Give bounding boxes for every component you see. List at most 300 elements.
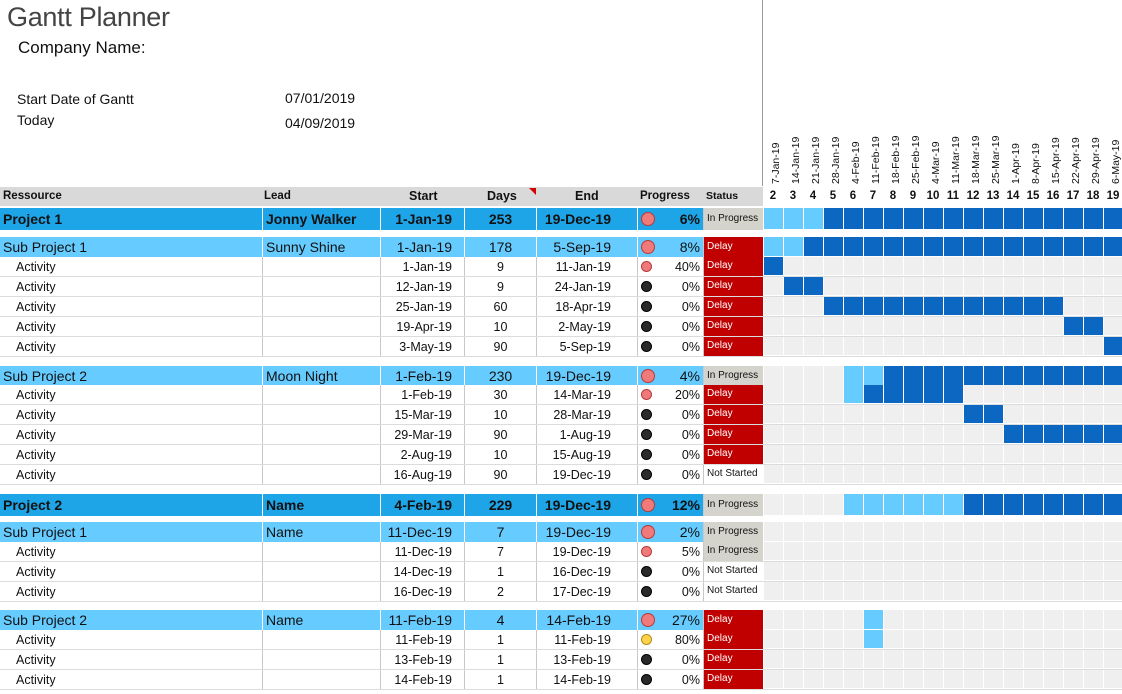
cell-end[interactable]: 13-Feb-19 bbox=[536, 650, 637, 669]
cell-name[interactable]: Sub Project 1 bbox=[3, 239, 88, 255]
gantt-cell[interactable] bbox=[803, 522, 823, 542]
col-header-status[interactable]: Status bbox=[706, 190, 739, 202]
gantt-cell[interactable] bbox=[923, 650, 943, 669]
activity-row[interactable] bbox=[0, 582, 1122, 602]
gantt-cell[interactable] bbox=[783, 582, 803, 601]
gantt-cell[interactable] bbox=[903, 317, 923, 336]
gantt-cell[interactable] bbox=[843, 562, 863, 581]
gantt-cell[interactable] bbox=[1103, 582, 1122, 601]
cell-lead[interactable] bbox=[262, 297, 380, 316]
cell-end[interactable]: 15-Aug-19 bbox=[536, 445, 637, 464]
gantt-cell[interactable] bbox=[823, 257, 843, 276]
gantt-cell[interactable] bbox=[1003, 317, 1023, 336]
gantt-cell[interactable] bbox=[903, 297, 923, 316]
gantt-cell[interactable] bbox=[1023, 366, 1043, 386]
gantt-cell[interactable] bbox=[763, 670, 783, 689]
gantt-cell[interactable] bbox=[763, 522, 783, 542]
cell-progress[interactable] bbox=[637, 237, 703, 257]
gantt-cell[interactable] bbox=[983, 562, 1003, 581]
cell-start[interactable]: 25-Jan-19 bbox=[380, 297, 464, 316]
cell-start[interactable]: 14-Dec-19 bbox=[380, 562, 464, 581]
gantt-cell[interactable] bbox=[883, 277, 903, 296]
gantt-cell[interactable] bbox=[1083, 494, 1103, 516]
gantt-cell[interactable] bbox=[823, 237, 843, 257]
gantt-cell[interactable] bbox=[923, 610, 943, 630]
gantt-cell[interactable] bbox=[1063, 317, 1083, 336]
cell-end[interactable]: 11-Jan-19 bbox=[536, 257, 637, 276]
gantt-cell[interactable] bbox=[983, 630, 1003, 649]
gantt-cell[interactable] bbox=[883, 445, 903, 464]
cell-progress[interactable] bbox=[637, 425, 703, 444]
gantt-cell[interactable] bbox=[983, 445, 1003, 464]
gantt-cell[interactable] bbox=[1023, 610, 1043, 630]
gantt-cell[interactable] bbox=[763, 366, 783, 386]
gantt-cell[interactable] bbox=[1063, 257, 1083, 276]
cell-end[interactable]: 14-Feb-19 bbox=[536, 670, 637, 689]
gantt-cell[interactable] bbox=[823, 610, 843, 630]
status-badge[interactable]: In Progress bbox=[703, 208, 763, 230]
gantt-cell[interactable] bbox=[803, 208, 823, 230]
gantt-cell[interactable] bbox=[843, 385, 863, 404]
gantt-cell[interactable] bbox=[983, 366, 1003, 386]
gantt-cell[interactable] bbox=[923, 337, 943, 356]
status-badge[interactable]: In Progress bbox=[703, 494, 763, 516]
gantt-cell[interactable] bbox=[963, 317, 983, 336]
gantt-cell[interactable] bbox=[1083, 385, 1103, 404]
gantt-cell[interactable] bbox=[863, 297, 883, 316]
gantt-cell[interactable] bbox=[923, 670, 943, 689]
cell-days[interactable]: 229 bbox=[464, 494, 536, 516]
gantt-cell[interactable] bbox=[783, 405, 803, 424]
gantt-cell[interactable] bbox=[1003, 385, 1023, 404]
gantt-cell[interactable] bbox=[1043, 562, 1063, 581]
gantt-cell[interactable] bbox=[883, 542, 903, 561]
gantt-cell[interactable] bbox=[863, 257, 883, 276]
cell-progress[interactable] bbox=[637, 385, 703, 404]
gantt-cell[interactable] bbox=[823, 366, 843, 386]
gantt-cell[interactable] bbox=[1063, 562, 1083, 581]
gantt-cell[interactable] bbox=[943, 337, 963, 356]
gantt-cell[interactable] bbox=[903, 425, 923, 444]
gantt-cell[interactable] bbox=[1043, 337, 1063, 356]
gantt-cell[interactable] bbox=[903, 465, 923, 484]
gantt-cell[interactable] bbox=[1023, 494, 1043, 516]
gantt-cell[interactable] bbox=[963, 630, 983, 649]
col-header-days[interactable]: Days bbox=[487, 189, 517, 203]
gantt-cell[interactable] bbox=[1003, 445, 1023, 464]
cell-lead[interactable]: Name bbox=[262, 494, 380, 516]
cell-start[interactable]: 1-Feb-19 bbox=[380, 385, 464, 404]
gantt-cell[interactable] bbox=[1083, 582, 1103, 601]
gantt-cell[interactable] bbox=[883, 297, 903, 316]
status-badge[interactable]: In Progress bbox=[703, 522, 763, 542]
gantt-cell[interactable] bbox=[983, 317, 1003, 336]
gantt-cell[interactable] bbox=[803, 317, 823, 336]
gantt-cell[interactable] bbox=[823, 208, 843, 230]
gantt-cell[interactable] bbox=[1003, 208, 1023, 230]
gantt-cell[interactable] bbox=[1083, 337, 1103, 356]
gantt-cell[interactable] bbox=[1003, 337, 1023, 356]
gantt-cell[interactable] bbox=[783, 670, 803, 689]
cell-days[interactable]: 60 bbox=[464, 297, 536, 316]
gantt-cell[interactable] bbox=[963, 257, 983, 276]
gantt-cell[interactable] bbox=[843, 670, 863, 689]
gantt-cell[interactable] bbox=[1003, 630, 1023, 649]
gantt-cell[interactable] bbox=[1023, 522, 1043, 542]
gantt-cell[interactable] bbox=[883, 425, 903, 444]
gantt-cell[interactable] bbox=[1023, 385, 1043, 404]
gantt-cell[interactable] bbox=[843, 366, 863, 386]
gantt-cell[interactable] bbox=[1023, 337, 1043, 356]
gantt-cell[interactable] bbox=[943, 277, 963, 296]
gantt-cell[interactable] bbox=[843, 405, 863, 424]
gantt-cell[interactable] bbox=[843, 277, 863, 296]
gantt-cell[interactable] bbox=[963, 650, 983, 669]
cell-days[interactable]: 30 bbox=[464, 385, 536, 404]
gantt-cell[interactable] bbox=[1083, 277, 1103, 296]
gantt-cell[interactable] bbox=[983, 208, 1003, 230]
cell-progress[interactable] bbox=[637, 277, 703, 296]
gantt-cell[interactable] bbox=[943, 542, 963, 561]
gantt-cell[interactable] bbox=[1043, 650, 1063, 669]
gantt-cell[interactable] bbox=[883, 670, 903, 689]
gantt-cell[interactable] bbox=[963, 425, 983, 444]
gantt-cell[interactable] bbox=[923, 494, 943, 516]
gantt-cell[interactable] bbox=[883, 630, 903, 649]
cell-days[interactable]: 10 bbox=[464, 317, 536, 336]
gantt-cell[interactable] bbox=[823, 445, 843, 464]
col-header-start[interactable]: Start bbox=[409, 189, 438, 203]
gantt-cell[interactable] bbox=[923, 208, 943, 230]
status-badge[interactable]: In Progress bbox=[703, 366, 763, 386]
gantt-cell[interactable] bbox=[903, 385, 923, 404]
gantt-cell[interactable] bbox=[903, 237, 923, 257]
gantt-cell[interactable] bbox=[783, 317, 803, 336]
gantt-cell[interactable] bbox=[1023, 562, 1043, 581]
cell-name[interactable]: Activity bbox=[16, 447, 56, 462]
gantt-cell[interactable] bbox=[943, 385, 963, 404]
gantt-cell[interactable] bbox=[843, 208, 863, 230]
gantt-cell[interactable] bbox=[963, 208, 983, 230]
cell-progress[interactable] bbox=[637, 297, 703, 316]
sub-project-row[interactable] bbox=[0, 610, 1122, 630]
cell-start[interactable]: 1-Feb-19 bbox=[380, 366, 464, 386]
gantt-cell[interactable] bbox=[1043, 425, 1063, 444]
cell-end[interactable]: 1-Aug-19 bbox=[536, 425, 637, 444]
cell-start[interactable]: 11-Feb-19 bbox=[380, 610, 464, 630]
gantt-cell[interactable] bbox=[883, 522, 903, 542]
gantt-cell[interactable] bbox=[1063, 630, 1083, 649]
gantt-cell[interactable] bbox=[803, 277, 823, 296]
status-badge[interactable]: Not Started bbox=[703, 582, 763, 601]
gantt-cell[interactable] bbox=[983, 650, 1003, 669]
gantt-cell[interactable] bbox=[1023, 670, 1043, 689]
gantt-cell[interactable] bbox=[843, 465, 863, 484]
cell-lead[interactable] bbox=[262, 425, 380, 444]
cell-lead[interactable] bbox=[262, 257, 380, 276]
status-badge[interactable]: Delay bbox=[703, 337, 763, 356]
gantt-cell[interactable] bbox=[1103, 650, 1122, 669]
gantt-cell[interactable] bbox=[1023, 650, 1043, 669]
gantt-cell[interactable] bbox=[1043, 208, 1063, 230]
activity-row[interactable] bbox=[0, 317, 1122, 337]
gantt-cell[interactable] bbox=[983, 494, 1003, 516]
gantt-cell[interactable] bbox=[823, 522, 843, 542]
gantt-cell[interactable] bbox=[803, 445, 823, 464]
cell-progress[interactable] bbox=[637, 542, 703, 561]
cell-end[interactable]: 19-Dec-19 bbox=[536, 366, 637, 386]
gantt-cell[interactable] bbox=[823, 494, 843, 516]
gantt-cell[interactable] bbox=[1043, 385, 1063, 404]
gantt-cell[interactable] bbox=[1063, 670, 1083, 689]
gantt-cell[interactable] bbox=[1083, 630, 1103, 649]
gantt-cell[interactable] bbox=[783, 208, 803, 230]
gantt-cell[interactable] bbox=[1083, 610, 1103, 630]
gantt-cell[interactable] bbox=[763, 297, 783, 316]
activity-row[interactable] bbox=[0, 385, 1122, 405]
gantt-cell[interactable] bbox=[883, 237, 903, 257]
gantt-cell[interactable] bbox=[1103, 522, 1122, 542]
status-badge[interactable]: Delay bbox=[703, 670, 763, 689]
gantt-cell[interactable] bbox=[803, 670, 823, 689]
gantt-cell[interactable] bbox=[903, 582, 923, 601]
cell-lead[interactable] bbox=[262, 650, 380, 669]
cell-name[interactable]: Activity bbox=[16, 279, 56, 294]
gantt-cell[interactable] bbox=[903, 208, 923, 230]
gantt-cell[interactable] bbox=[1003, 670, 1023, 689]
cell-start[interactable]: 15-Mar-19 bbox=[380, 405, 464, 424]
cell-end[interactable]: 16-Dec-19 bbox=[536, 562, 637, 581]
gantt-cell[interactable] bbox=[1003, 297, 1023, 316]
cell-name[interactable]: Activity bbox=[16, 672, 56, 687]
cell-days[interactable]: 90 bbox=[464, 465, 536, 484]
gantt-cell[interactable] bbox=[943, 445, 963, 464]
gantt-cell[interactable] bbox=[763, 610, 783, 630]
gantt-cell[interactable] bbox=[983, 297, 1003, 316]
cell-start[interactable]: 3-May-19 bbox=[380, 337, 464, 356]
gantt-cell[interactable] bbox=[783, 445, 803, 464]
gantt-cell[interactable] bbox=[843, 610, 863, 630]
cell-days[interactable]: 1 bbox=[464, 650, 536, 669]
cell-start[interactable]: 11-Dec-19 bbox=[380, 542, 464, 561]
gantt-cell[interactable] bbox=[1103, 237, 1122, 257]
gantt-cell[interactable] bbox=[1023, 582, 1043, 601]
cell-end[interactable]: 18-Apr-19 bbox=[536, 297, 637, 316]
gantt-cell[interactable] bbox=[983, 582, 1003, 601]
gantt-cell[interactable] bbox=[803, 610, 823, 630]
cell-name[interactable]: Activity bbox=[16, 339, 56, 354]
gantt-cell[interactable] bbox=[863, 366, 883, 386]
cell-lead[interactable]: Name bbox=[262, 610, 380, 630]
gantt-cell[interactable] bbox=[943, 670, 963, 689]
cell-start[interactable]: 1-Jan-19 bbox=[380, 257, 464, 276]
gantt-cell[interactable] bbox=[783, 385, 803, 404]
gantt-cell[interactable] bbox=[1103, 494, 1122, 516]
gantt-cell[interactable] bbox=[1043, 237, 1063, 257]
gantt-cell[interactable] bbox=[983, 257, 1003, 276]
gantt-cell[interactable] bbox=[1043, 522, 1063, 542]
gantt-cell[interactable] bbox=[783, 257, 803, 276]
gantt-cell[interactable] bbox=[1103, 562, 1122, 581]
cell-lead[interactable]: Sunny Shine bbox=[262, 237, 380, 257]
cell-start[interactable]: 1-Jan-19 bbox=[380, 208, 464, 230]
gantt-cell[interactable] bbox=[1103, 208, 1122, 230]
gantt-cell[interactable] bbox=[783, 297, 803, 316]
gantt-cell[interactable] bbox=[1043, 610, 1063, 630]
gantt-cell[interactable] bbox=[1063, 494, 1083, 516]
gantt-cell[interactable] bbox=[1003, 405, 1023, 424]
gantt-cell[interactable] bbox=[903, 405, 923, 424]
gantt-cell[interactable] bbox=[863, 582, 883, 601]
status-badge[interactable]: Delay bbox=[703, 405, 763, 424]
gantt-cell[interactable] bbox=[763, 405, 783, 424]
gantt-cell[interactable] bbox=[963, 277, 983, 296]
gantt-cell[interactable] bbox=[843, 630, 863, 649]
cell-end[interactable]: 28-Mar-19 bbox=[536, 405, 637, 424]
cell-end[interactable]: 5-Sep-19 bbox=[536, 337, 637, 356]
gantt-cell[interactable] bbox=[883, 317, 903, 336]
gantt-cell[interactable] bbox=[883, 405, 903, 424]
gantt-cell[interactable] bbox=[943, 297, 963, 316]
cell-lead[interactable]: Moon Night bbox=[262, 366, 380, 386]
activity-row[interactable] bbox=[0, 670, 1122, 690]
cell-lead[interactable]: Name bbox=[262, 522, 380, 542]
gantt-cell[interactable] bbox=[1023, 317, 1043, 336]
cell-end[interactable]: 5-Sep-19 bbox=[536, 237, 637, 257]
gantt-cell[interactable] bbox=[903, 630, 923, 649]
cell-name[interactable]: Activity bbox=[16, 544, 56, 559]
gantt-cell[interactable] bbox=[1083, 297, 1103, 316]
gantt-cell[interactable] bbox=[863, 494, 883, 516]
cell-days[interactable]: 10 bbox=[464, 405, 536, 424]
gantt-cell[interactable] bbox=[983, 385, 1003, 404]
activity-row[interactable] bbox=[0, 562, 1122, 582]
gantt-cell[interactable] bbox=[1023, 445, 1043, 464]
gantt-cell[interactable] bbox=[823, 465, 843, 484]
status-badge[interactable]: Delay bbox=[703, 445, 763, 464]
cell-start[interactable]: 11-Dec-19 bbox=[380, 522, 464, 542]
gantt-cell[interactable] bbox=[963, 522, 983, 542]
gantt-cell[interactable] bbox=[1043, 445, 1063, 464]
gantt-cell[interactable] bbox=[883, 385, 903, 404]
gantt-cell[interactable] bbox=[803, 630, 823, 649]
cell-start[interactable]: 19-Apr-19 bbox=[380, 317, 464, 336]
cell-days[interactable]: 1 bbox=[464, 630, 536, 649]
activity-row[interactable] bbox=[0, 297, 1122, 317]
cell-end[interactable]: 19-Dec-19 bbox=[536, 494, 637, 516]
start-date-value[interactable]: 07/01/2019 bbox=[285, 90, 356, 106]
gantt-cell[interactable] bbox=[803, 366, 823, 386]
status-badge[interactable]: Delay bbox=[703, 257, 763, 276]
gantt-cell[interactable] bbox=[863, 670, 883, 689]
gantt-cell[interactable] bbox=[923, 445, 943, 464]
col-header-end[interactable]: End bbox=[575, 189, 599, 203]
gantt-cell[interactable] bbox=[803, 257, 823, 276]
gantt-cell[interactable] bbox=[1063, 337, 1083, 356]
gantt-cell[interactable] bbox=[983, 465, 1003, 484]
project-row[interactable] bbox=[0, 494, 1122, 516]
cell-days[interactable]: 1 bbox=[464, 562, 536, 581]
gantt-cell[interactable] bbox=[903, 366, 923, 386]
gantt-cell[interactable] bbox=[1003, 425, 1023, 444]
gantt-cell[interactable] bbox=[923, 317, 943, 336]
cell-days[interactable]: 7 bbox=[464, 522, 536, 542]
gantt-cell[interactable] bbox=[963, 237, 983, 257]
gantt-cell[interactable] bbox=[1083, 257, 1103, 276]
cell-progress[interactable] bbox=[637, 257, 703, 276]
gantt-cell[interactable] bbox=[883, 208, 903, 230]
cell-start[interactable]: 1-Jan-19 bbox=[380, 237, 464, 257]
gantt-cell[interactable] bbox=[803, 297, 823, 316]
cell-lead[interactable] bbox=[262, 385, 380, 404]
gantt-cell[interactable] bbox=[1103, 385, 1122, 404]
cell-progress[interactable] bbox=[637, 670, 703, 689]
gantt-cell[interactable] bbox=[1083, 542, 1103, 561]
gantt-cell[interactable] bbox=[1103, 445, 1122, 464]
gantt-cell[interactable] bbox=[883, 582, 903, 601]
gantt-cell[interactable] bbox=[763, 445, 783, 464]
gantt-cell[interactable] bbox=[803, 562, 823, 581]
gantt-cell[interactable] bbox=[963, 610, 983, 630]
gantt-cell[interactable] bbox=[763, 582, 783, 601]
gantt-cell[interactable] bbox=[883, 610, 903, 630]
gantt-cell[interactable] bbox=[903, 445, 923, 464]
gantt-cell[interactable] bbox=[923, 257, 943, 276]
gantt-cell[interactable] bbox=[923, 237, 943, 257]
gantt-cell[interactable] bbox=[943, 405, 963, 424]
gantt-cell[interactable] bbox=[863, 445, 883, 464]
gantt-cell[interactable] bbox=[803, 237, 823, 257]
gantt-cell[interactable] bbox=[823, 297, 843, 316]
gantt-cell[interactable] bbox=[1083, 650, 1103, 669]
cell-end[interactable]: 19-Dec-19 bbox=[536, 522, 637, 542]
cell-name[interactable]: Activity bbox=[16, 652, 56, 667]
cell-progress[interactable] bbox=[637, 405, 703, 424]
gantt-cell[interactable] bbox=[923, 297, 943, 316]
gantt-cell[interactable] bbox=[1103, 405, 1122, 424]
gantt-cell[interactable] bbox=[983, 277, 1003, 296]
gantt-cell[interactable] bbox=[943, 582, 963, 601]
gantt-cell[interactable] bbox=[783, 494, 803, 516]
cell-lead[interactable] bbox=[262, 277, 380, 296]
gantt-cell[interactable] bbox=[903, 562, 923, 581]
cell-name[interactable]: Activity bbox=[16, 584, 56, 599]
gantt-cell[interactable] bbox=[1063, 522, 1083, 542]
gantt-cell[interactable] bbox=[783, 237, 803, 257]
status-badge[interactable]: Delay bbox=[703, 630, 763, 649]
gantt-cell[interactable] bbox=[1083, 445, 1103, 464]
gantt-cell[interactable] bbox=[823, 582, 843, 601]
gantt-cell[interactable] bbox=[763, 425, 783, 444]
status-badge[interactable]: Delay bbox=[703, 277, 763, 296]
gantt-cell[interactable] bbox=[963, 670, 983, 689]
gantt-cell[interactable] bbox=[823, 670, 843, 689]
cell-lead[interactable] bbox=[262, 337, 380, 356]
gantt-cell[interactable] bbox=[783, 425, 803, 444]
gantt-cell[interactable] bbox=[1023, 542, 1043, 561]
today-value[interactable]: 04/09/2019 bbox=[285, 115, 356, 131]
cell-progress[interactable] bbox=[637, 494, 703, 516]
gantt-cell[interactable] bbox=[1023, 237, 1043, 257]
col-header-resource[interactable]: Ressource bbox=[3, 190, 62, 202]
gantt-cell[interactable] bbox=[823, 385, 843, 404]
gantt-cell[interactable] bbox=[1043, 542, 1063, 561]
gantt-cell[interactable] bbox=[943, 522, 963, 542]
cell-progress[interactable] bbox=[637, 208, 703, 230]
gantt-cell[interactable] bbox=[823, 650, 843, 669]
cell-lead[interactable] bbox=[262, 670, 380, 689]
gantt-cell[interactable] bbox=[1063, 542, 1083, 561]
